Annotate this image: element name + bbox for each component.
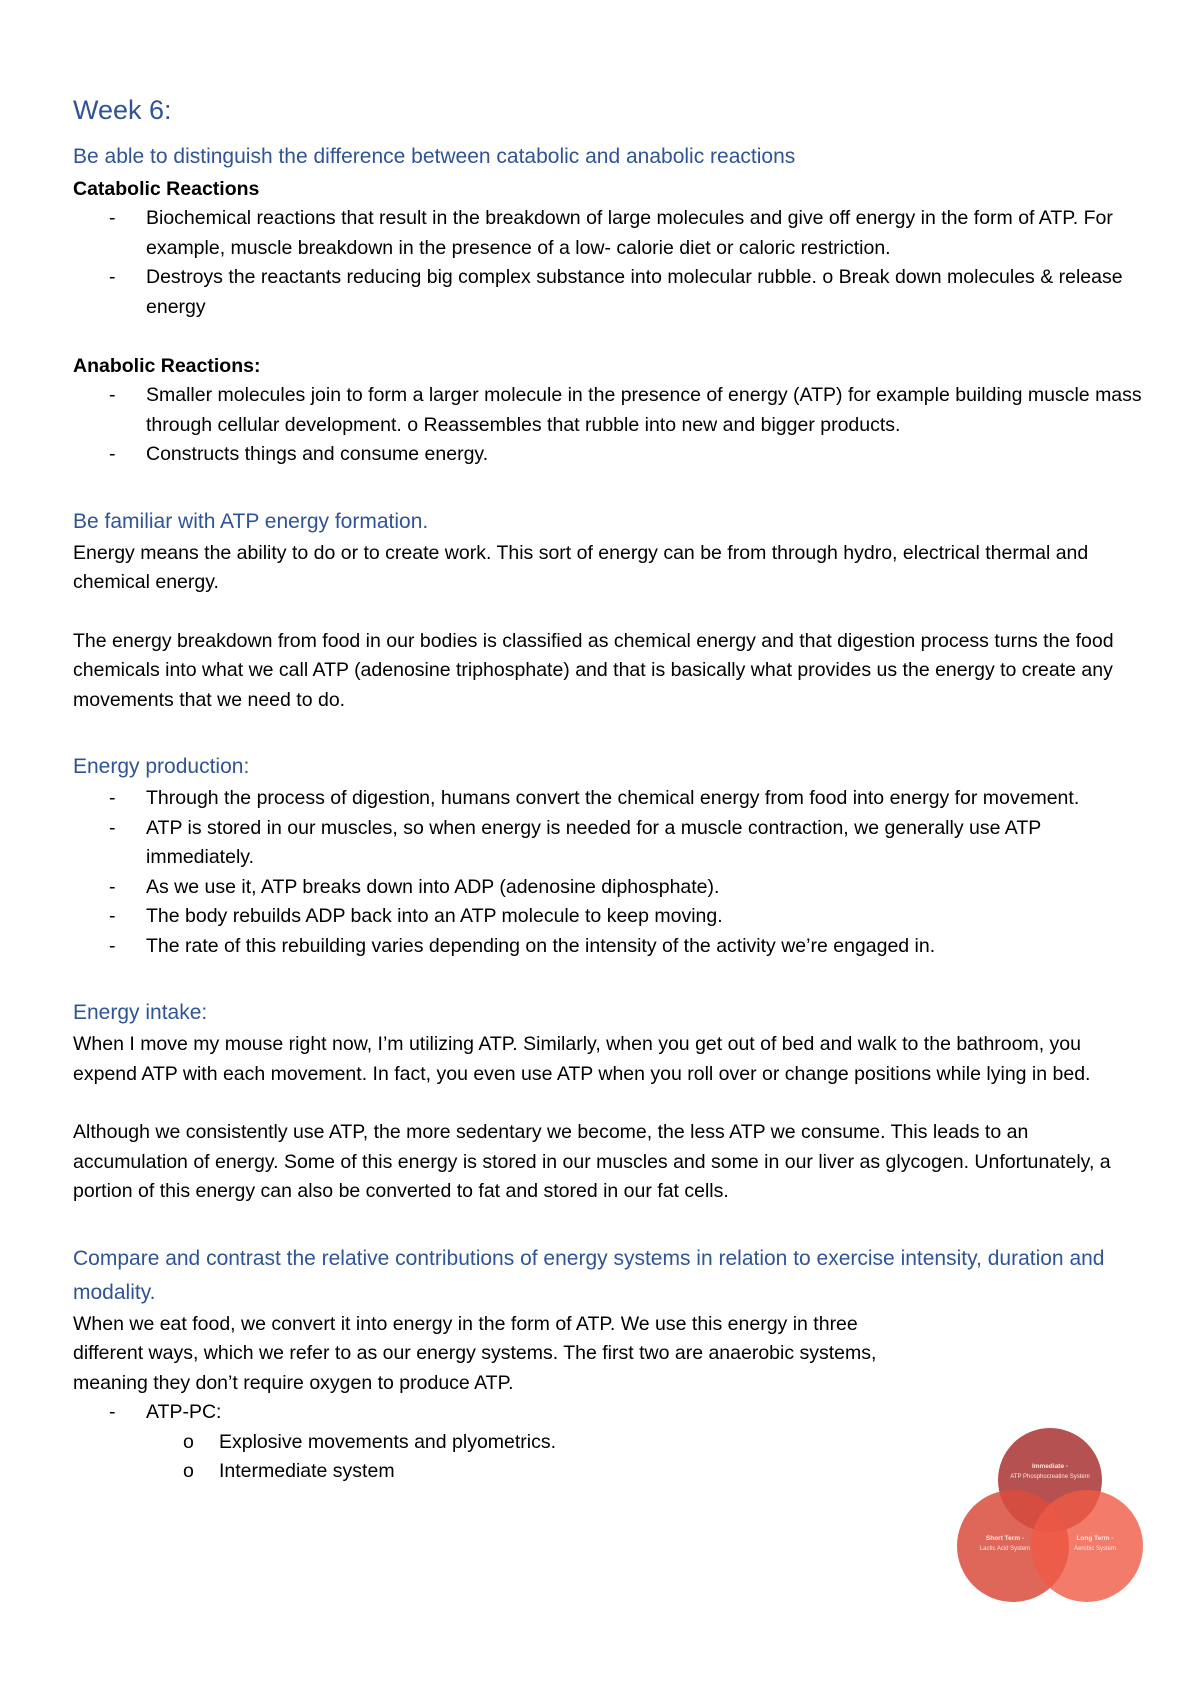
subheading-anabolic: Anabolic Reactions: xyxy=(73,355,261,377)
energy-systems-venn-diagram xyxy=(955,1428,1145,1608)
list-item: - Smaller molecules join to form a larger molecule in the presence of energy (ATP) for example building muscle mass through cellular development. o Reassembles that rubble into new and bigger products. xyxy=(73,381,1143,440)
sub-list-item: o Explosive movements and plyometrics. xyxy=(73,1428,1143,1458)
heading-atp-formation: Be familiar with ATP energy formation. xyxy=(73,509,429,533)
document-page xyxy=(73,92,1143,1487)
list-item: - Through the process of digestion, humans convert the chemical energy from food into energy for movement. xyxy=(73,784,1143,814)
heading-energy-systems: Compare and contrast the relative contributions of energy systems in relation to exercise intensity, duration and modality. xyxy=(73,1246,1105,1304)
list-item: - As we use it, ATP breaks down into ADP (adenosine diphosphate). xyxy=(73,873,1143,903)
list-item: - Biochemical reactions that result in the breakdown of large molecules and give off energy in the form of ATP. For example, muscle breakdown in the presence of a low- calorie diet or caloric restriction. xyxy=(73,204,1143,263)
heading-energy-intake: Energy intake: xyxy=(73,1001,208,1024)
paragraph: Energy means the ability to do or to create work. This sort of energy can be from through hydro, electrical thermal and chemical energy. xyxy=(73,541,1089,593)
venn-label-immediate-system: ATP Phosphocreatine System xyxy=(1010,1474,1090,1480)
list-item: - ATP-PC: xyxy=(73,1398,1143,1428)
paragraph: When we eat food, we convert it into energy in the form of ATP. We use this energy in three different ways, which we refer to as our energy systems. The first two are anaerobic systems, meaning they don’t require oxygen to produce ATP. xyxy=(73,1312,877,1394)
page-title: Week 6: xyxy=(73,95,172,125)
heading-catabolic-anabolic: Be able to distinguish the difference between catabolic and anabolic reactions xyxy=(73,145,796,168)
list-item: - Destroys the reactants reducing big complex substance into molecular rubble. o Break down molecules & release energy xyxy=(73,263,1143,322)
catabolic-list xyxy=(73,204,1143,322)
list-item: - The rate of this rebuilding varies depending on the intensity of the activity we’re engaged in. xyxy=(73,932,1143,962)
venn-label-short-term-system: Lactic Acid System xyxy=(979,1546,1031,1552)
venn-label-short-term: Short Term - xyxy=(985,1535,1025,1542)
paragraph: When I move my mouse right now, I’m utilizing ATP. Similarly, when you get out of bed and walk to the bathroom, you expend ATP with each movement. In fact, you even use ATP when you roll over or change positions while lying in bed. xyxy=(73,1033,1091,1085)
heading-energy-production: Energy production: xyxy=(73,755,250,778)
energy-systems-list xyxy=(73,1398,1143,1428)
sub-list-item: o Intermediate system xyxy=(73,1457,1143,1487)
venn-label-long-term-system: Aerobic System xyxy=(1073,1546,1117,1552)
list-item: - ATP is stored in our muscles, so when energy is needed for a muscle contraction, we generally use ATP immediately. xyxy=(73,814,1143,873)
anabolic-list xyxy=(73,381,1143,470)
energy-production-list xyxy=(73,784,1143,961)
paragraph: Although we consistently use ATP, the more sedentary we become, the less ATP we consume. This leads to an accumulation of energy. Some of this energy is stored in our muscles and some in our liver as glycogen. Unfortunately, a portion of this energy can also be converted to fat and stored in our fat cells. xyxy=(73,1121,1111,1202)
list-item: - The body rebuilds ADP back into an ATP molecule to keep moving. xyxy=(73,902,1143,932)
venn-label-long-term: Long Term - xyxy=(1076,1535,1114,1542)
list-item: - Constructs things and consume energy. xyxy=(73,440,1143,470)
venn-label-immediate: Immediate - xyxy=(1031,1463,1069,1470)
subheading-catabolic: Catabolic Reactions xyxy=(73,178,260,200)
paragraph: The energy breakdown from food in our bodies is classified as chemical energy and that digestion process turns the food chemicals into what we call ATP (adenosine triphosphate) and that is basically what provides us the energy to create any movements that we need to do. xyxy=(73,629,1114,711)
